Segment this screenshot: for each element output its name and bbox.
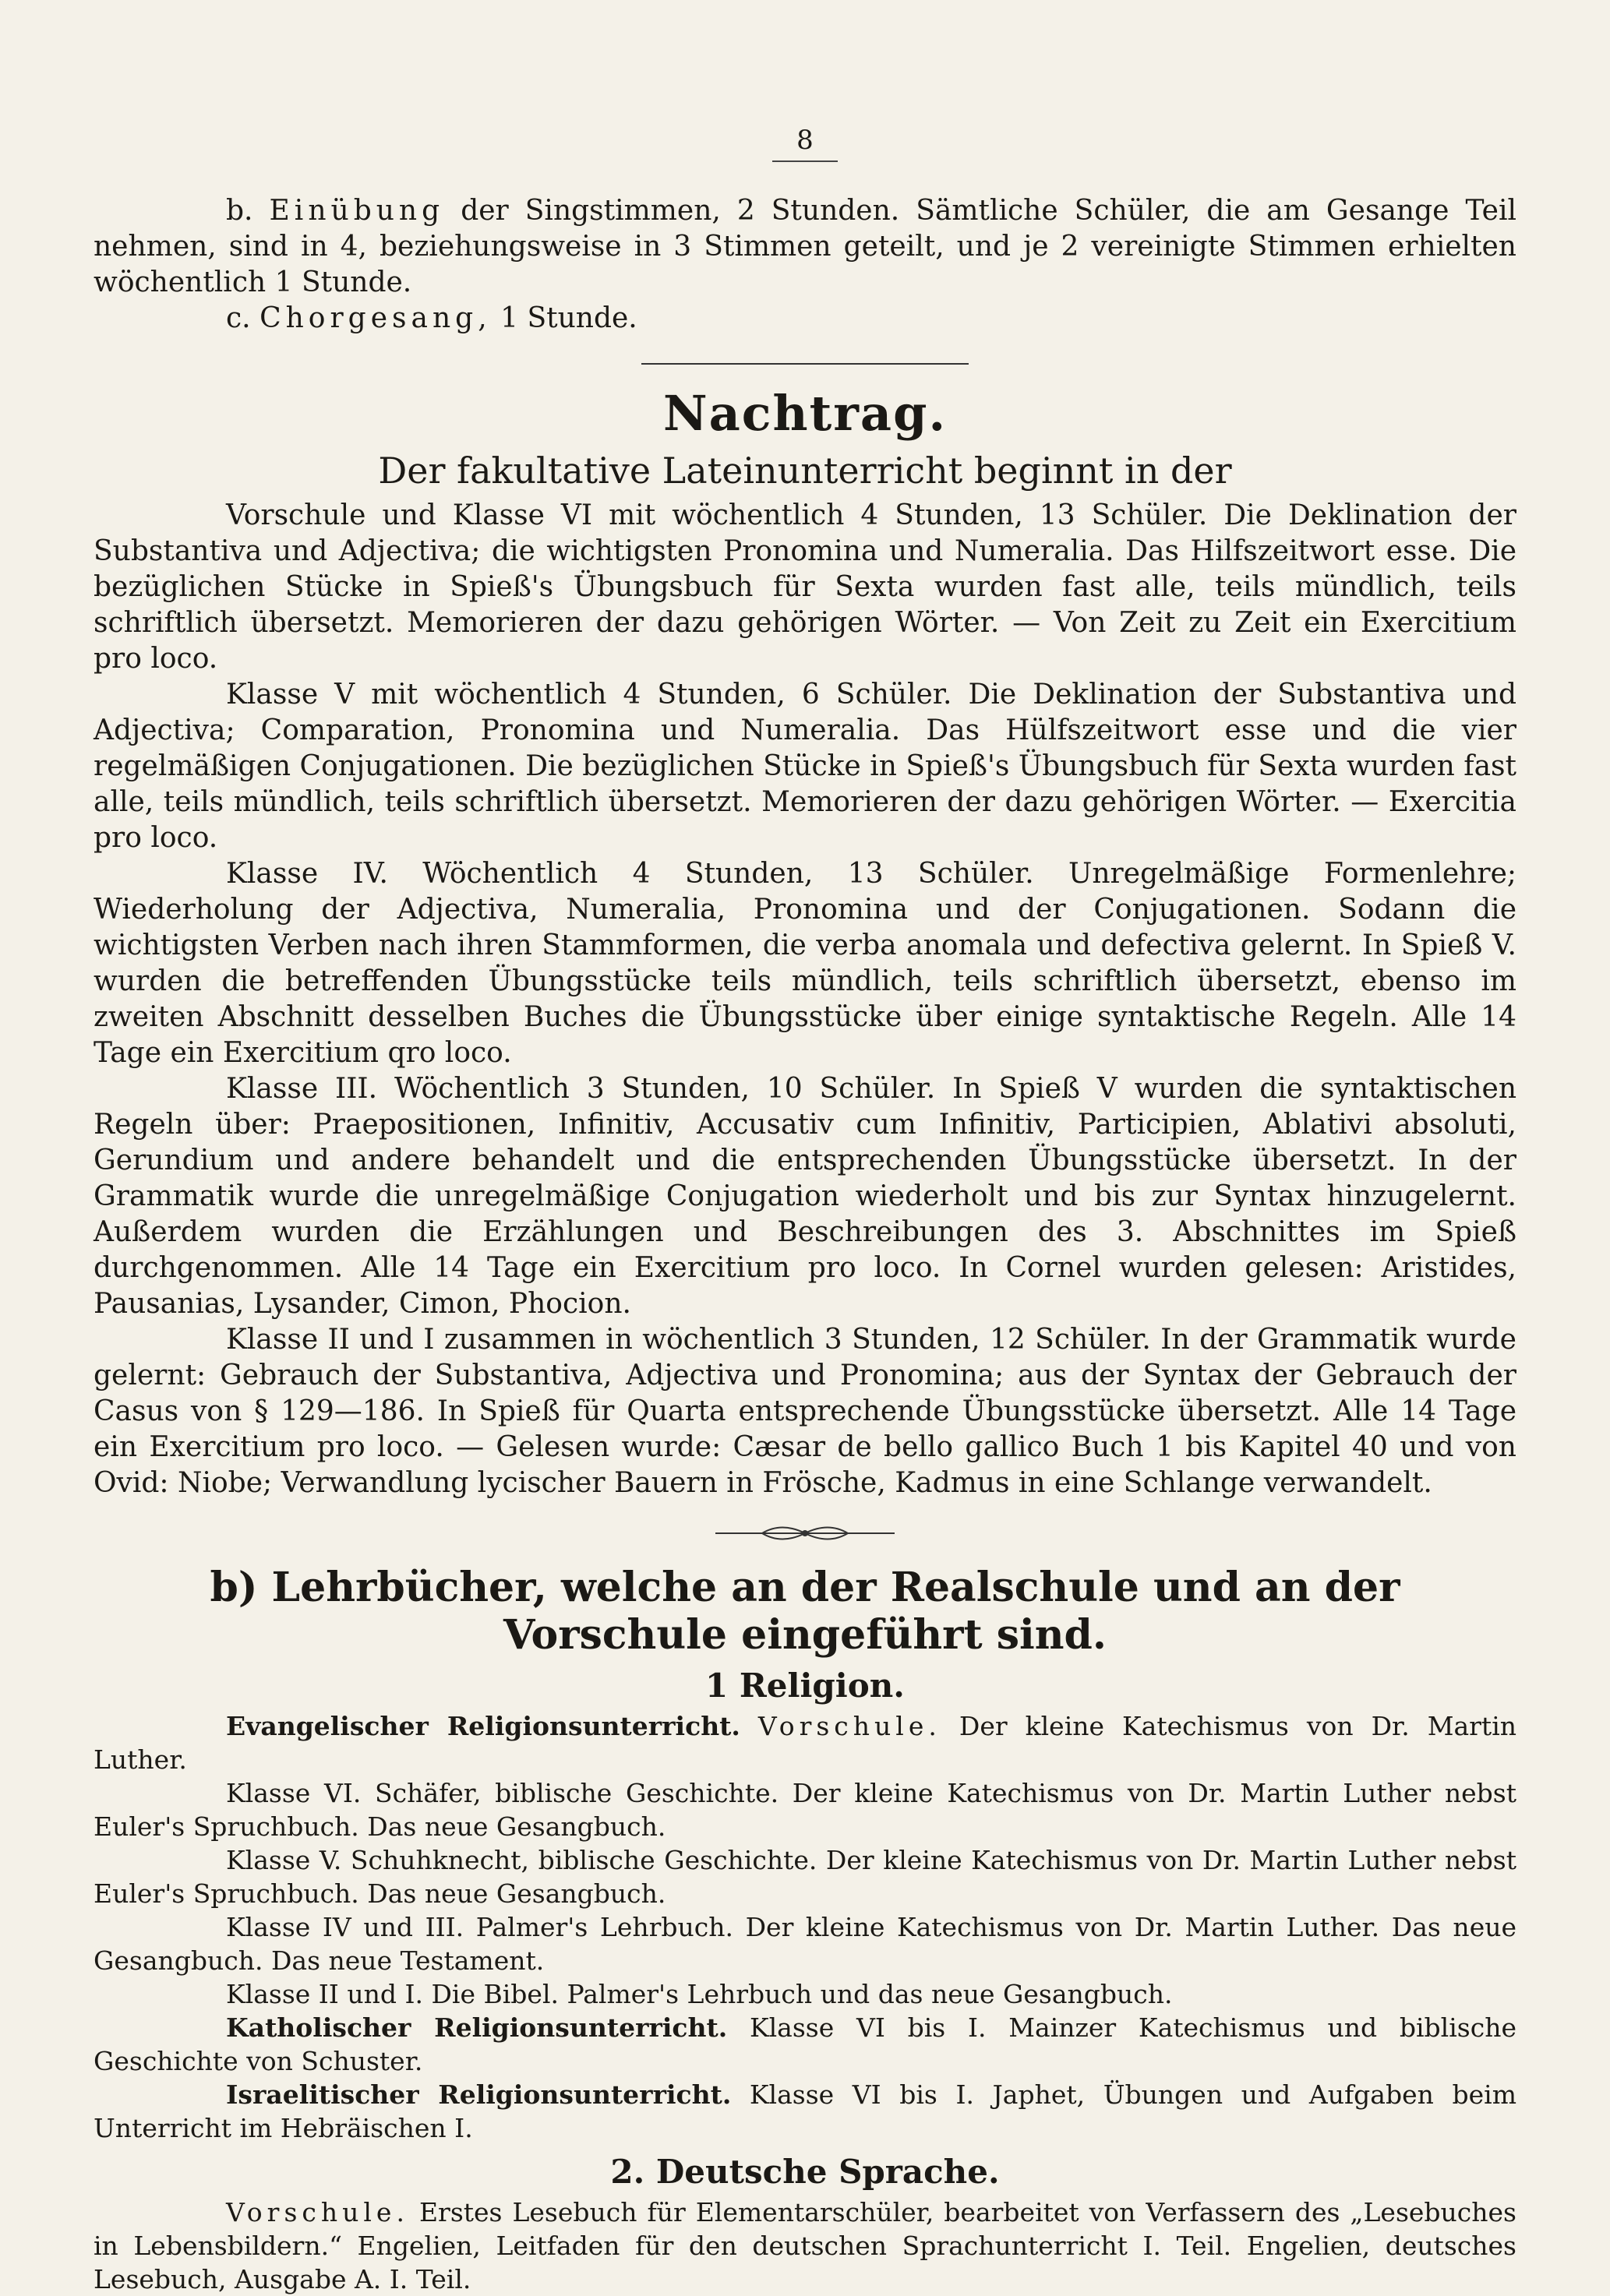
ornament-divider	[715, 1522, 895, 1545]
para-b-label: b.	[226, 195, 253, 227]
page-number: 8	[796, 125, 814, 156]
religion-klasse-v: Klasse V. Schuhknecht, biblische Geschichte. Der kleine Katechismus von Dr. Martin Luther nebst Euler's Spruchbuch. Das neue Gesangbuch.	[94, 1845, 1516, 1909]
para-b-text: der Singstimmen, 2 Stunden. Sämtliche Schüler, die am Gesange Teil nehmen, sind in 4, beziehungsweise in 3 Stimmen geteilt, und je 2 vereinigte Stimmen erhielten wöchentlich 1 Stunde.	[94, 195, 1517, 298]
nachtrag-paragraph-klasse-iv: Klasse IV. Wöchentlich 4 Stunden, 13 Schüler. Unregelmäßige Formenlehre; Wiederholung der Adjectiva, Numeralia, Pronomina und der Conjugationen. Sodann die wichtigsten Verben nach ihren Stammformen, die verba anomala und defectiva gelernt. In Spieß V. wurden die betreffenden Übungsstücke teils mündlich, teils schriftlich übersetzt, ebenso im zweiten Abschnitt desselben Buches die Übungsstücke über einige syntaktische Regeln. Alle 14 Tage ein Exercitium qro loco.	[94, 858, 1516, 1069]
nachtrag-paragraph-klasse-ii-i: Klasse II und I zusammen in wöchentlich 3 Stunden, 12 Schüler. In der Grammatik wurde gelernt: Gebrauch der Substantiva, Adjectiva und Pronomina; aus der Syntax der Gebrauch der Casus von § 129—186. In Spieß für Quarta entsprechende Übungsstücke übersetzt. Alle 14 Tage ein Exercitium pro loco. — Gelesen wurde: Cæsar de bello gallico Buch 1 bis Kapitel 40 und von Ovid: Niobe; Verwandlung lycischer Bauern in Frösche, Kadmus in eine Schlange verwandelt.	[94, 1324, 1516, 1499]
evangelisch-label: Evangelischer Religionsunterricht.	[226, 1711, 740, 1741]
vorschule-label: Vorschule.	[757, 1711, 941, 1741]
katholisch-text: Klasse VI bis I. Mainzer Katechismus und biblische Geschichte von Schuster.	[94, 2012, 1516, 2076]
religion-klasse-ii-i: Klasse II und I. Die Bibel. Palmer's Lehrbuch und das neue Gesangbuch.	[226, 1979, 1173, 2009]
deutsch-vorschule-text: Erstes Lesebuch für Elementarschüler, bearbeitet von Verfassern des „Lesebuches in Lebensbildern.“ Engelien, Leitfaden für den deutschen Sprachunterricht I. Teil. Engelien, deutsches Lesebuch, Ausgabe A. I. Teil.	[94, 2197, 1516, 2294]
paragraph-b	[94, 193, 1516, 301]
nachtrag-paragraph-klasse-v: Klasse V mit wöchentlich 4 Stunden, 6 Schüler. Die Deklination der Substantiva und Adjectiva; Comparation, Pronomina und Numeralia. Das Hülfszeitwort esse und die vier regelmäßigen Conjugationen. Die bezüglichen Stücke in Spieß's Übungsbuch für Sexta wurden fast alle, teils mündlich, teils schriftlich übersetzt. Memorieren der dazu gehörigen Wörter. — Exercitia pro loco.	[94, 679, 1516, 854]
nachtrag-paragraph-klasse-iii: Klasse III. Wöchentlich 3 Stunden, 10 Schüler. In Spieß V wurden die syntaktischen Regeln über: Praepositionen, Infinitiv, Accusativ cum Infinitiv, Participien, Ablativi absoluti, Gerundium und andere behandelt und die entsprechenden Übungsstücke übersetzt. In der Grammatik wurde die unregelmäßige Conjugation wiederholt und bis zur Syntax hinzugelernt. Außerdem wurden die Erzählungen und Beschreibungen des 3. Abschnittes im Spieß durchgenommen. Alle 14 Tage ein Exercitium pro loco. In Cornel wurden gelesen: Aristides, Pausanias, Lysander, Cimon, Phocion.	[94, 1073, 1516, 1320]
para-c-term: Chorgesang,	[260, 302, 492, 334]
deutsch-vorschule-label: Vorschule.	[226, 2197, 409, 2227]
paragraph-c	[94, 301, 1516, 337]
lehrbuecher-title: b) Lehrbücher, welche an der Realschule und an der Vorschule eingeführt sind.	[210, 1564, 1400, 1659]
deutsch-list	[94, 2195, 1516, 2296]
religion-evangelisch-vorschule	[94, 1709, 1516, 1776]
section-divider	[641, 363, 969, 365]
religion-klasse-vi: Klasse VI. Schäfer, biblische Geschichte. Der kleine Katechismus von Dr. Martin Luther nebst Euler's Spruchbuch. Das neue Gesangbuch.	[94, 1778, 1516, 1842]
religion-katholisch	[94, 2011, 1516, 2078]
deutsch-vorschule	[94, 2195, 1516, 2296]
religion-israelitisch	[94, 2078, 1516, 2145]
religion-list	[94, 1709, 1516, 2145]
nachtrag-paragraph-vorschule: Vorschule und Klasse VI mit wöchentlich 4 Stunden, 13 Schüler. Die Deklination der Substantiva und Adjectiva; die wichtigsten Pronomina und Numeralia. Das Hilfszeitwort esse. Die bezüglichen Stücke in Spieß's Übungsbuch für Sexta wurden fast alle, teils mündlich, teils schriftlich übersetzt. Memorieren der dazu gehörigen Wörter. — Von Zeit zu Zeit ein Exercitium pro loco.	[94, 499, 1516, 675]
para-b-term: Einübung	[269, 195, 445, 227]
nachtrag-title: Nachtrag.	[662, 385, 948, 442]
religion-klasse-iv-iii: Klasse IV und III. Palmer's Lehrbuch. Der kleine Katechismus von Dr. Martin Luther. Das neue Gesangbuch. Das neue Testament.	[94, 1912, 1516, 1976]
katholisch-label: Katholischer Religionsunterricht.	[226, 2012, 728, 2043]
para-c-text: 1 Stunde.	[500, 302, 637, 334]
nachtrag-subtitle: Der fakultative Lateinunterricht beginnt in der	[378, 450, 1232, 492]
deutsch-heading: 2. Deutsche Sprache.	[610, 2153, 1000, 2191]
religion-heading: 1 Religion.	[705, 1666, 905, 1705]
para-c-label: c.	[226, 302, 251, 334]
page-number-rule	[772, 160, 838, 162]
israelitisch-label: Israelitischer Religionsunterricht.	[226, 2079, 732, 2110]
evangelisch-vorschule-text: Der kleine Katechismus von Dr. Martin Luther.	[94, 1711, 1516, 1775]
israelitisch-text: Klasse VI bis I. Japhet, Übungen und Aufgaben beim Unterricht im Hebräischen I.	[94, 2079, 1516, 2143]
